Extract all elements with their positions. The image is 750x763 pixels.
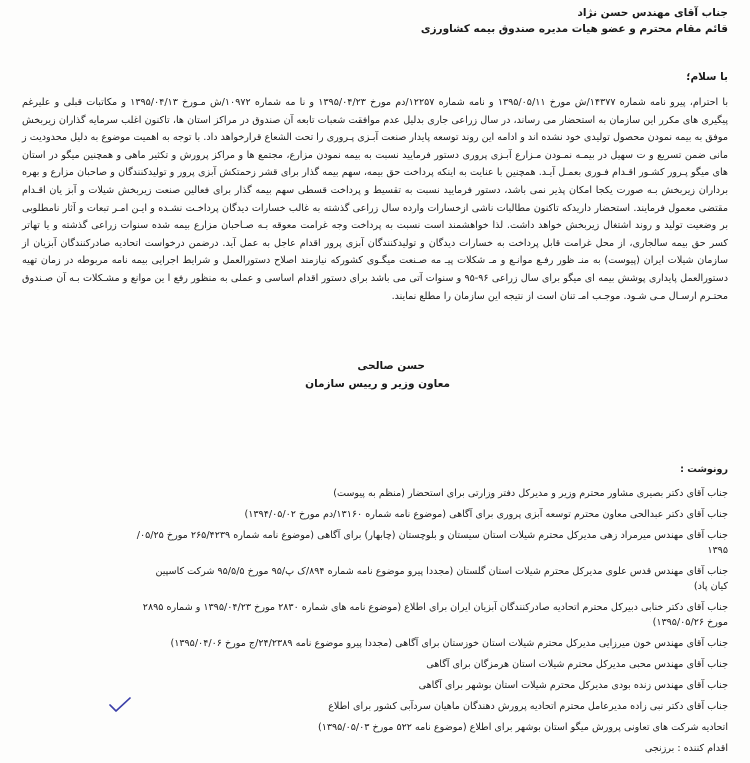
cc-item: جناب آقای دکتر خنابی دبیرکل محترم اتحادیه صادرکنندگان آبزیان ایران برای اطلاع (موضوع نامه های شماره ۲۸۳۰ مورخ ۱۳۹۵/۰۴/۲۳ و شماره ۲۸۹۵ <box>142 602 728 613</box>
recipient-name: جناب آقای مهندس حسن نژاد <box>577 7 728 19</box>
cc-item: جناب آقای مهندس قدس علوی مدیرکل محترم شیلات استان گلستان (مجددا پیرو موضوع نامه شماره ۸۹۴/ک پ/۹۵ مورخ ۹۵/۵/۵ شرکت کاسپین <box>155 566 728 577</box>
greeting: با سلام؛ <box>686 71 728 83</box>
recipient-title: قائم مقام محترم و عضو هیات مدیره صندوق بیمه کشاورزی <box>420 23 728 35</box>
cc-item-continued: کیان پاد) <box>693 581 728 592</box>
cc-item: جناب آقای دکتر عبدالحی معاون محترم توسعه آبزی پروری برای آگاهی (موضوع نامه شماره ۱۳۱۶۰/دم مورخ ۱۳۹۴/۰۵/۰۲) <box>244 509 728 520</box>
cc-item-continued: مورخ ۱۳۹۵/۰۵/۲۶) <box>652 617 728 628</box>
letter-body: با احترام، پیرو نامه شماره ۱۴۳۷۷/ش مورخ ۱۳۹۵/۰۵/۱۱ و نامه شماره ۱۲۲۵۷/دم مورخ ۱۳۹۵/۰۴/۲۳ و نا مه شماره ۱۰۹۷۲/ش مـورخ ۱۳۹۵/۰۴/۱۳ و مکاتبات قبلی و علیرغم پیگیری های مکرر این سازمان به استحضار می رساند، در سال زراعی جاری بدلیل عدم موافقت شعبات تابعه آن صندوق در مراکز استان ها، تاکنون اغلب سرمایه گذاران زیربخش موفق به بیمه نمودن محصول تولیدی خود نشده اند و ادامه این روند توسعه پایدار صنعت آبـزی پـروری را تحت الشعاع قرارخواهد داد. با توجه به اهمیت موضوع به دلیل محدودیت ز مانی ضمن تسریع و ت سهیل در بیمـه نمـودن مـزارع آبـزی پروری دستور فرمایید نسبت به بیمه نمودن مزارع، مجتمع ها و مراکز پرورش و تکثیر ماهی و همچنین میگو در استان های میگو پـرور کشـور اقـدام فـوری بعمـل آیـد. همچنین با عنایت به اینکه پرداخت حق بیمه، سهم بیمه گذار برای قشر زحمتکش آبزی پرور و تولیدکنندگان و صاحبان مزارع و بهره برداران زیربخش بـه صورت یکجا امکان پذیر نمی باشد، دستور فرمایید نسبت به تقسیط و پرداخت قسطی سهم بیمه گذار برای فعالین صنعت زیربخش شیلات و آبز یان اقـدام مقتضی معمول فرمایند. استحضار داریدکه تاکنون مطالبات ناشی ازخسارات وارده سال زراعی گذشته به غالب خسارات دیدگان پرداخـت نشـده و ایـن امـر تبعات و آثار نامطلوبی بر وضعیت تولید و روند اشتغال زیربخش خواهد داشت. لذا خواهشمند است نسبت به پرداخت وجه غرامت معوقه بـه صـاحبان مزارع بیمه شده سنوات زراعی گذشته و یا تهاتر کسر حق بیمه سالجاری، از محل غرامت قابل پرداخت به خسارات دیدگان و تولیدکنندگان آبزی پرور اقدام عاجل به عمل آید. درضمن درخواست اتحادیه صادرکنندگان آبزیان از سازمان شیلات ایران (پیوست) به منـ ظور رفـع موانـع و مـ شکلات پیـ مه صـنعت میگـوی کشورکه نیازمند اصلاح دستورالعمل و شرایط اجرایی بیمه نامه مربوطه در زمان تهیه دستورالعمل پایداری پوشش بیمه ای میگو برای سال زراعی ۹۶-۹۵ و سنوات آتی می باشد برای دستور اقدام اساسی و عملی به منظور رفع ا ین موانع و مشـکلات بـه آن صـندوق محتـرم ارسـال مـی شـود. موجـب امـ تنان است از نتیجه این سازمان را مطلع نمایند. <box>22 97 728 302</box>
cc-item: جناب آقای دکتر نبی زاده مدیرعامل محترم اتحادیه پرورش دهندگان ماهیان سردآبی کشور برای اطلاع <box>328 701 728 712</box>
signatory-name: حسن صالحی <box>357 360 425 372</box>
signatory-title: معاون وزیر و رییس سازمان <box>305 378 450 390</box>
cc-item: اتحادیه شرکت های تعاونی پرورش میگو استان بوشهر برای اطلاع (موضوع نامه ۵۲۲ مورخ ۱۳۹۵/۰۵/۰۳) <box>317 722 728 733</box>
cc-heading: رونوشت : <box>680 464 728 475</box>
cc-item-continued: ۱۳۹۵ <box>707 545 728 556</box>
check-mark-icon <box>108 696 132 714</box>
action-by: اقدام کننده : برزنجی <box>644 743 728 754</box>
cc-item: جناب آقای مهندس زنده بودی مدیرکل محترم شیلات استان بوشهر برای آگاهی <box>418 680 728 691</box>
cc-item: جناب آقای مهندس محبی مدیرکل محترم شیلات استان هرمزگان برای آگاهی <box>426 659 728 670</box>
cc-item: جناب آقای دکتر بصیری مشاور محترم وزیر و مدیرکل دفتر وزارتی برای استحضار (منظم به پیوست) <box>333 488 728 499</box>
cc-item: جناب آقای مهندس میرمراد زهی مدیرکل محترم شیلات استان سیستان و بلوچستان (چابهار) برای آگاهی (موضوع نامه شماره ۲۶۵/۴۲۳۹ مورخ ۰۵/۲۵/ <box>136 530 728 541</box>
cc-item: جناب آقای مهندس خون میرزایی مدیرکل محترم شیلات استان خوزستان برای آگاهی (مجددا پیرو موضوع نامه ۲۴/۲۳۸۹/ج مورخ ۱۳۹۵/۰۴/۰۶) <box>170 638 728 649</box>
